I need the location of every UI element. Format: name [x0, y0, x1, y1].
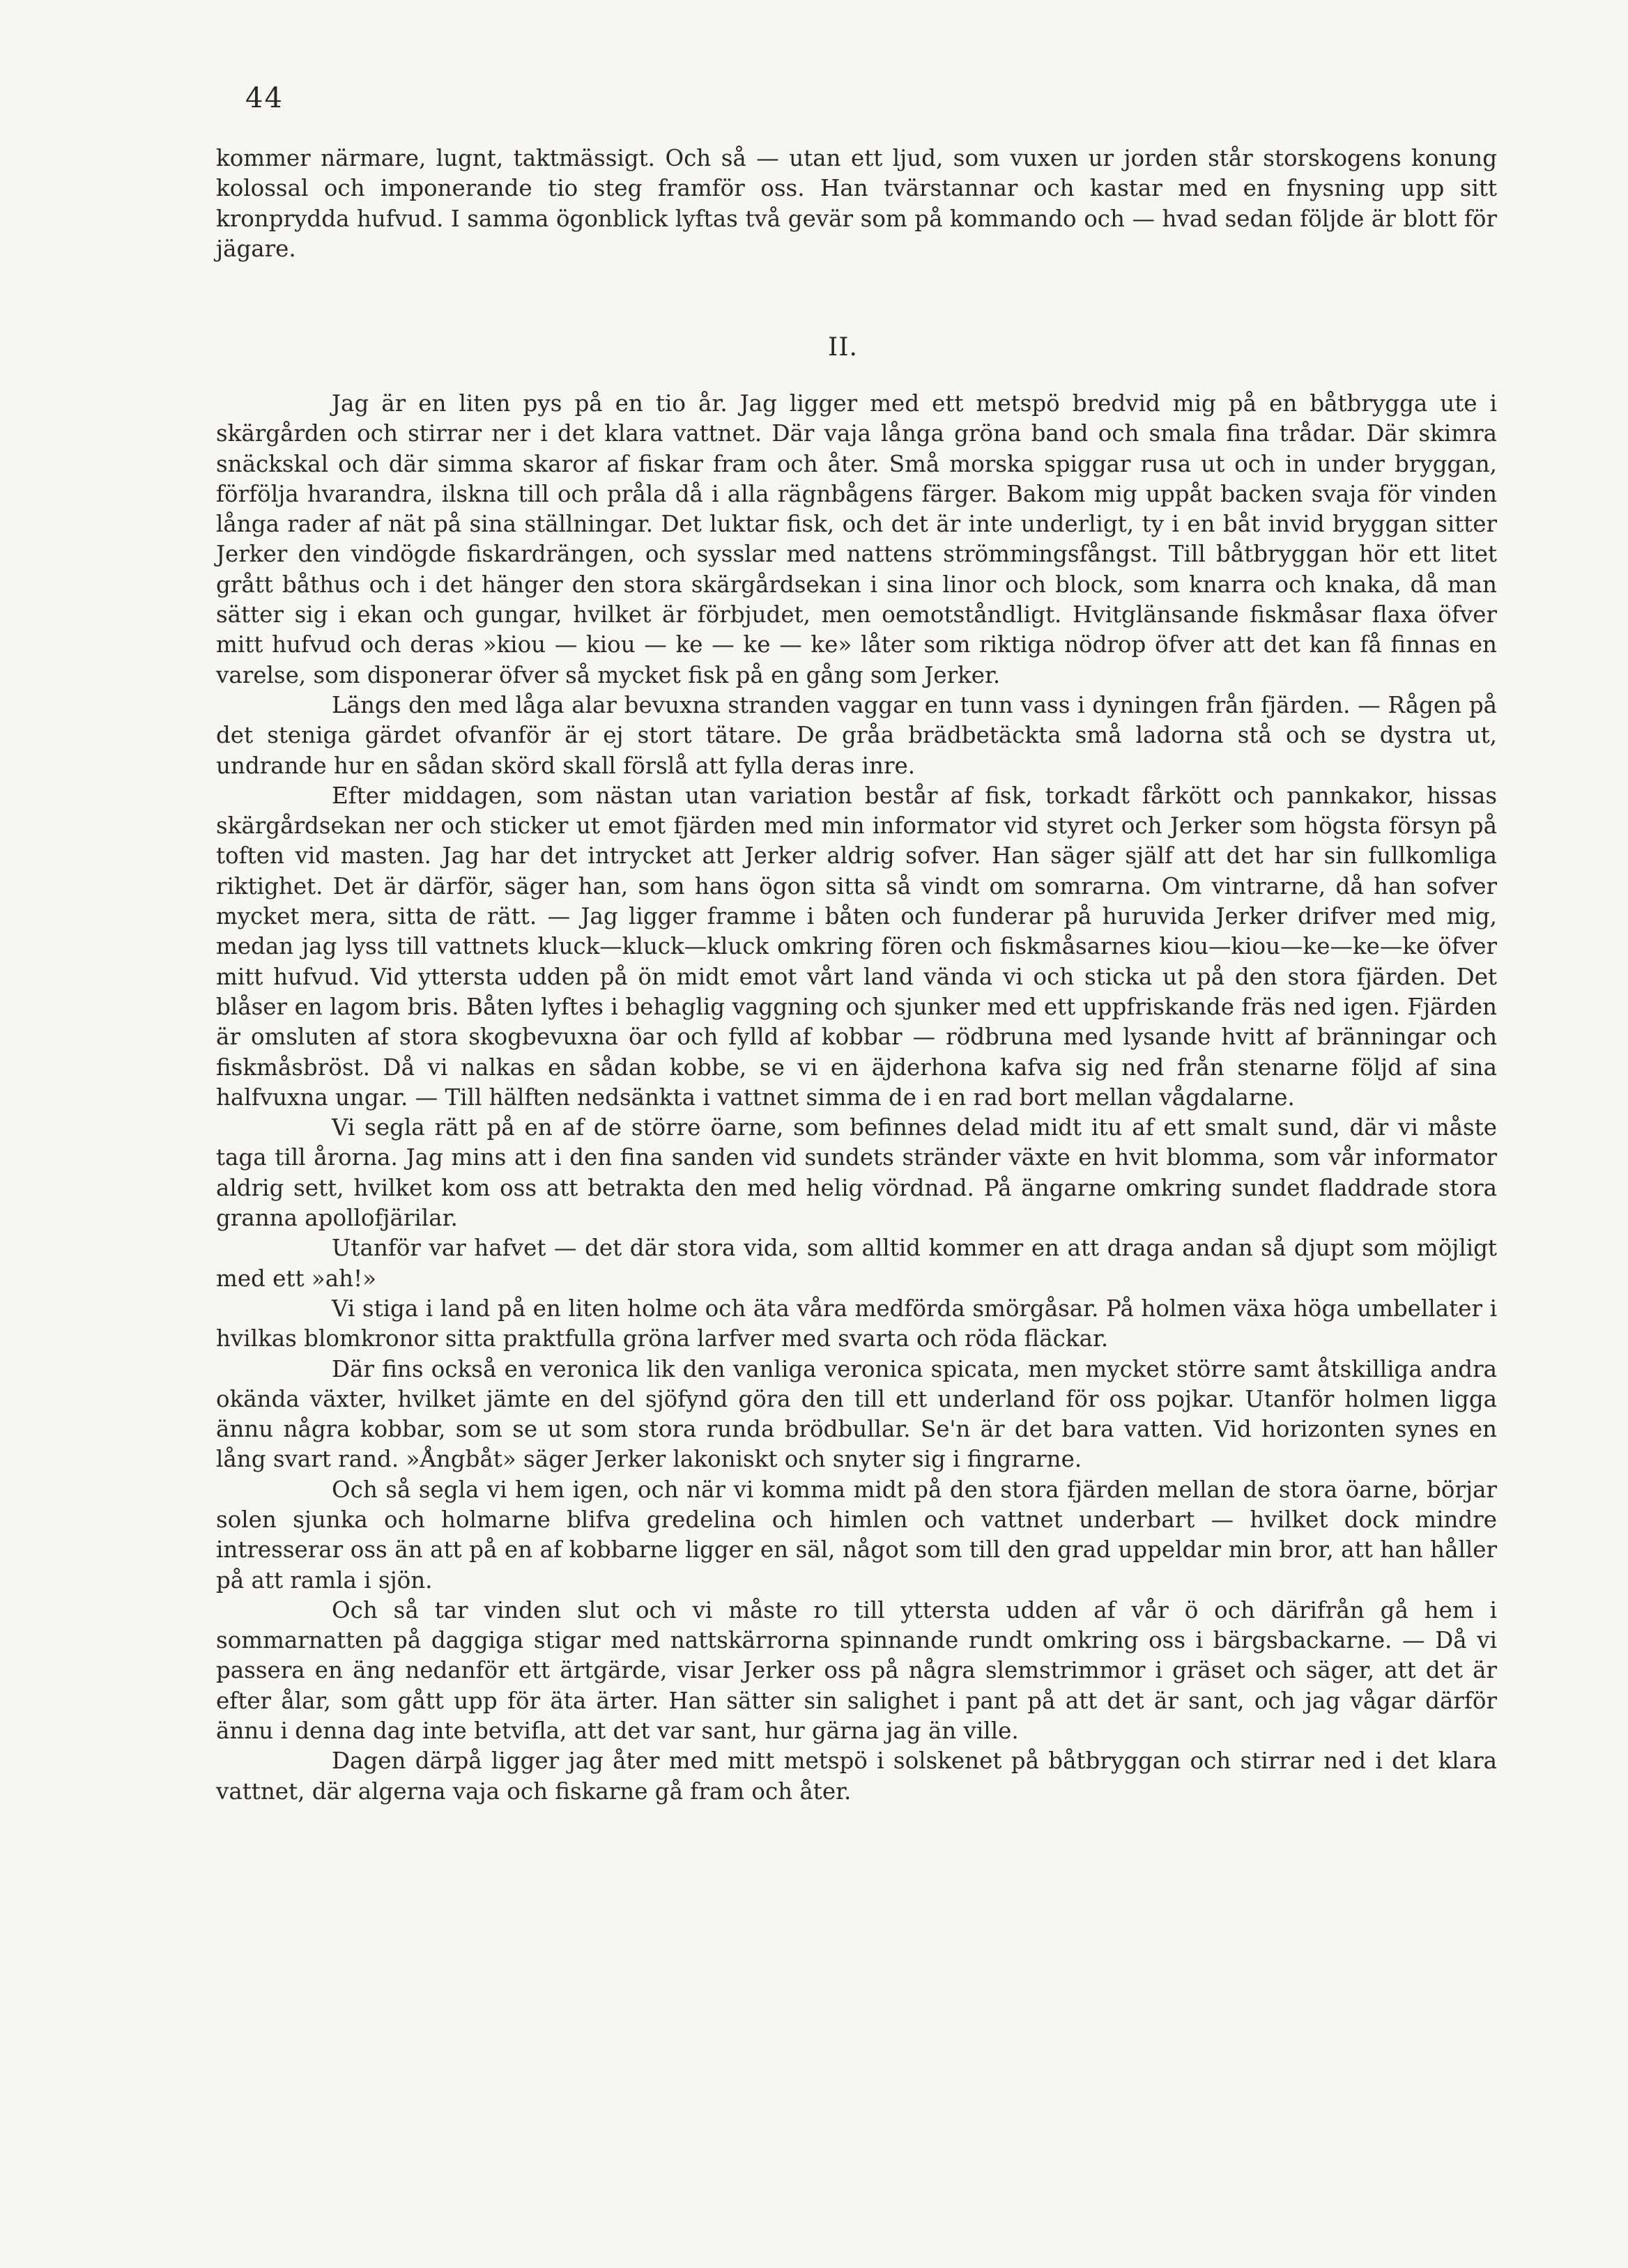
paragraph: Och så tar vinden slut och vi måste ro till yttersta udden af vår ö och därifrån gå hem i sommarnatten på daggiga stigar med nattskärrorna spinnande rundt omkring oss i bärgsbackarne. — Då vi passera en äng nedanför ett ärtgärde, visar Jerker oss på några slemstrimmor i gräset och säger, att det är efter ålar, som gått upp för äta ärter. Han sätter sin salighet i pant på att det är sant, och jag vågar därför ännu i denna dag inte betvifla, att det var sant, hur gärna jag än ville. [216, 1596, 1497, 1745]
paragraph: Vi stiga i land på en liten holme och äta våra medförda smörgåsar. På holmen växa höga umbellater i hvilkas blomkronor sitta praktfulla gröna larfver med svarta och röda fläckar. [216, 1295, 1497, 1352]
paragraph: kommer närmare, lugnt, taktmässigt. Och så — utan ett ljud, som vuxen ur jorden står storskogens konung kolossal och imponerande tio steg framför oss. Han tvärstannar och kastar med en fnysning upp sitt kronprydda hufvud. I samma ögonblick lyftas två gevär som på kommando och — hvad sedan följde är blott för jägare. [216, 145, 1497, 262]
paragraph: Efter middagen, som nästan utan variation består af fisk, torkadt fårkött och pannkakor, hissas skärgårdsekan ner och sticker ut emot fjärden med min informator vid styret och Jerker som högsta försyn på toften vid masten. Jag har det intrycket att Jerker aldrig sofver. Han säger själf att det har sin fullkomliga riktighet. Det är därför, säger han, som hans ögon sitta så vindt om somrarna. Om vintrarne, då han sofver mycket mera, sitta de rätt. — Jag ligger framme i båten och funderar på huruvida Jerker drifver med mig, medan jag lyss till vattnets kluck—kluck—kluck omkring fören och fiskmåsarnes kiou—kiou—ke—ke—ke öfver mitt hufvud. Vid yttersta udden på ön midt emot vårt land vända vi och sticka ut på den stora fjärden. Det blåser en lagom bris. Båten lyftes i behaglig vaggning och sjunker med ett uppfriskande fräs ned igen. Fjärden är omsluten af stora skogbevuxna öar och fylld af kobbar — rödbruna med lysande hvitt af bränningar och fiskmåsbröst. Då vi nalkas en sådan kobbe, se vi en äjderhona kafva sig ned från stenarne följd af sina halfvuxna ungar. — Till hälften nedsänkta i vattnet simma de i en rad bort mellan vågdalarne. [216, 782, 1497, 1111]
paragraph: Utanför var hafvet — det där stora vida, som alltid kommer en att draga andan så djupt som möjligt med ett »ah!» [216, 1235, 1497, 1292]
paragraph: Och så segla vi hem igen, och när vi komma midt på den stora fjärden mellan de stora öarne, börjar solen sjunka och holmarne blifva gredelina och himlen och vattnet underbart — hvilket dock mindre intresserar oss än att på en af kobbarne ligger en säl, något som till den grad uppeldar min bror, att han håller på att ramla i sjön. [216, 1476, 1497, 1594]
paragraph: Där fins också en veronica lik den vanliga veronica spicata, men mycket större samt åtskilliga andra okända växter, hvilket jämte en del sjöfynd göra den till ett underland för oss pojkar. Utanför holmen ligga ännu några kobbar, som se ut som stora runda brödbullar. Se'n är det bara vatten. Vid horizonten synes en lång svart rand. »Ångbåt» säger Jerker lakoniskt och snyter sig i fingrarne. [216, 1355, 1497, 1473]
paragraph: Vi segla rätt på en af de större öarne, som befinnes delad midt itu af ett smalt sund, där vi måste taga till årorna. Jag mins att i den fina sanden vid sundets stränder växte en hvit blomma, som vår informator aldrig sett, hvilket kom oss att betrakta den med helig vördnad. På ängarne omkring sundet fladdrade stora granna apollofjärilar. [216, 1114, 1497, 1232]
paragraph: Dagen därpå ligger jag åter med mitt metspö i solskenet på båtbryggan och stirrar ned i det klara vattnet, där algerna vaja och fiskarne gå fram och åter. [216, 1748, 1497, 1805]
paragraph: Längs den med låga alar bevuxna stranden vaggar en tunn vass i dyningen från fjärden. — Rågen på det steniga gärdet ofvanför är ej stort tätare. De gråa brädbetäckta små ladorna stå och se dystra ut, undrande hur en sådan skörd skall förslå att fylla deras inre. [216, 691, 1497, 779]
page-number: 44 [245, 82, 284, 114]
section-heading: II. [828, 333, 858, 362]
paragraph: Jag är en liten pys på en tio år. Jag ligger med ett metspö bredvid mig på en båtbrygga ute i skärgården och stirrar ner i det klara vattnet. Där vaja långa gröna band och smala fina trådar. Där skimra snäckskal och där simma skaror af fiskar fram och åter. Små morska spiggar rusa ut och in under bryggan, förfölja hvarandra, ilskna till och pråla då i alla rägnbågens färger. Bakom mig uppåt backen svaja för vinden långa rader af nät på sina ställningar. Det luktar fisk, och det är inte underligt, ty i en båt invid bryggan sitter Jerker den vindögde fiskardrängen, och sysslar med nattens strömmingsfångst. Till båtbryggan hör ett litet grått båthus och i det hänger den stora skärgårdsekan i sina linor och block, som knarra och knaka, då man sätter sig i ekan och gungar, hvilket är förbjudet, men oemotståndligt. Hvitglänsande fiskmåsar flaxa öfver mitt hufvud och deras »kiou — kiou — ke — ke — ke» låter som riktiga nödrop öfver att det kan få finnas en varelse, som disponerar öfver så mycket fisk på en gång som Jerker. [216, 390, 1497, 688]
opening-text [216, 144, 1497, 264]
section-body [216, 389, 1497, 1807]
